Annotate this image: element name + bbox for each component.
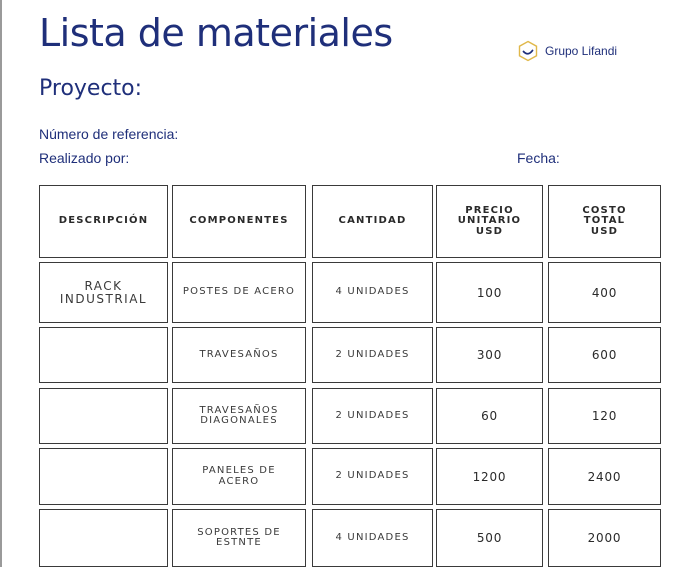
row-5-descripcion: [39, 509, 168, 567]
row-3-componentes: TRAVESAÑOS DIAGONALES: [172, 388, 306, 444]
page-edge: [0, 0, 2, 567]
row-2-cantidad: 2 UNIDADES: [312, 327, 433, 383]
row-1-componentes: POSTES DE ACERO: [172, 262, 306, 323]
header-cell-componentes: COMPONENTES: [172, 185, 306, 258]
company-logo: [517, 40, 617, 62]
row-4-componentes: PANELES DE ACERO: [172, 448, 306, 505]
document-title: Lista de materiales: [39, 11, 393, 55]
row-5-componentes: SOPORTES DE ESTNTE: [172, 509, 306, 567]
project-label: Proyecto:: [39, 76, 143, 101]
row-1-precio: 100: [436, 262, 543, 323]
row-2-componentes: TRAVESAÑOS: [172, 327, 306, 383]
made-by-label: Realizado por:: [39, 150, 130, 166]
row-5-precio: 500: [436, 509, 543, 567]
date-label: Fecha:: [517, 150, 560, 166]
row-1-cantidad: 4 UNIDADES: [312, 262, 433, 323]
company-name: Grupo Lifandi: [545, 44, 618, 58]
header-cell-descripcion: DESCRIPCIÓN: [39, 185, 168, 258]
row-4-precio: 1200: [436, 448, 543, 505]
header-cell-costo-total: COSTO TOTAL USD: [548, 185, 661, 258]
header-cell-precio-unitario: PRECIO UNITARIO USD: [436, 185, 543, 258]
row-3-costo: 120: [548, 388, 661, 444]
row-3-precio: 60: [436, 388, 543, 444]
hexagon-logo-icon: [517, 40, 539, 62]
row-1-descripcion: RACK INDUSTRIAL: [39, 262, 168, 323]
reference-number-label: Número de referencia:: [39, 126, 179, 142]
row-3-cantidad: 2 UNIDADES: [312, 388, 433, 444]
row-1-costo: 400: [548, 262, 661, 323]
row-4-cantidad: 2 UNIDADES: [312, 448, 433, 505]
row-2-precio: 300: [436, 327, 543, 383]
row-3-descripcion: [39, 388, 168, 444]
row-5-cantidad: 4 UNIDADES: [312, 509, 433, 567]
row-5-costo: 2000: [548, 509, 661, 567]
header-cell-cantidad: CANTIDAD: [312, 185, 433, 258]
row-2-costo: 600: [548, 327, 661, 383]
row-4-descripcion: [39, 448, 168, 505]
row-2-descripcion: [39, 327, 168, 383]
materials-table: [39, 185, 661, 567]
row-4-costo: 2400: [548, 448, 661, 505]
